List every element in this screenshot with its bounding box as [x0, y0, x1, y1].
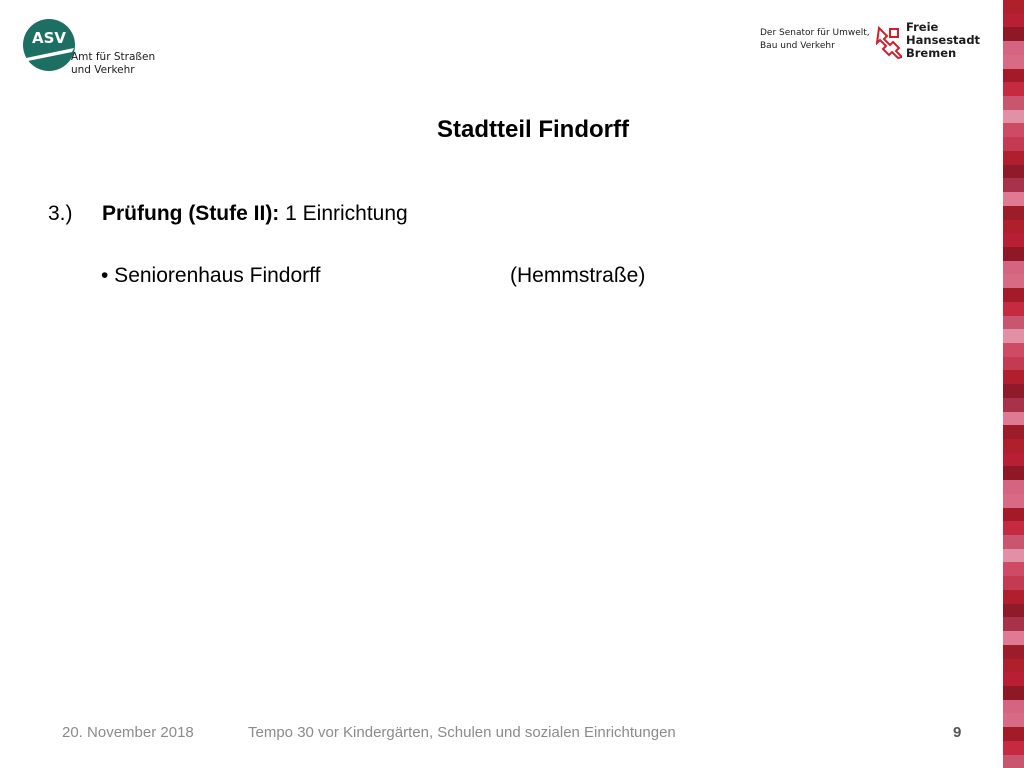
- stripe-segment: [1003, 508, 1024, 522]
- stripe-segment: [1003, 672, 1024, 686]
- stripe-segment: [1003, 370, 1024, 384]
- stripe-segment: [1003, 329, 1024, 343]
- senator-line-2: Bau und Verkehr: [760, 41, 835, 51]
- stripe-segment: [1003, 27, 1024, 41]
- bremen-key-icon: [876, 25, 902, 59]
- list-item-3: [48, 202, 408, 226]
- item-number: 3.): [48, 202, 73, 225]
- stripe-segment: [1003, 220, 1024, 234]
- stripe-segment: [1003, 645, 1024, 659]
- stripe-segment: [1003, 700, 1024, 714]
- stripe-segment: [1003, 357, 1024, 371]
- stripe-segment: [1003, 165, 1024, 179]
- stripe-segment: [1003, 96, 1024, 110]
- stripe-segment: [1003, 398, 1024, 412]
- stripe-segment: [1003, 741, 1024, 755]
- stripe-segment: [1003, 590, 1024, 604]
- stripe-segment: [1003, 617, 1024, 631]
- stripe-segment: [1003, 302, 1024, 316]
- bremen-line-1: Freie: [906, 20, 939, 34]
- footer-text: Tempo 30 vor Kindergärten, Schulen und sozialen Einrichtungen: [248, 724, 676, 741]
- stripe-segment: [1003, 453, 1024, 467]
- asv-logo-icon: [22, 18, 76, 72]
- stripe-segment: [1003, 384, 1024, 398]
- stripe-segment: [1003, 576, 1024, 590]
- bremen-label: [906, 21, 980, 60]
- stripe-segment: [1003, 41, 1024, 55]
- bullet-item: • Seniorenhaus Findorff: [101, 264, 321, 287]
- stripe-segment: [1003, 0, 1024, 14]
- stripe-segment: [1003, 686, 1024, 700]
- stripe-segment: [1003, 247, 1024, 261]
- footer-page-number: 9: [953, 724, 962, 741]
- bremen-line-2: Hansestadt: [906, 33, 981, 47]
- bremen-line-3: Bremen: [906, 46, 957, 60]
- asv-line-1: Amt für Straßen: [71, 51, 156, 63]
- stripe-segment: [1003, 192, 1024, 206]
- stripe-segment: [1003, 178, 1024, 192]
- stripe-segment: [1003, 82, 1024, 96]
- stripe-segment: [1003, 151, 1024, 165]
- stripe-segment: [1003, 466, 1024, 480]
- item-rest: 1 Einrichtung: [279, 202, 408, 225]
- stripe-segment: [1003, 412, 1024, 426]
- stripe-segment: [1003, 261, 1024, 275]
- stripe-segment: [1003, 755, 1024, 768]
- item-lead: Prüfung (Stufe II):: [102, 202, 280, 225]
- bullet-street: (Hemmstraße): [510, 264, 646, 287]
- asv-logo: [22, 18, 162, 82]
- stripe-segment: [1003, 439, 1024, 453]
- senator-label: [760, 27, 870, 53]
- stripe-segment: [1003, 727, 1024, 741]
- stripe-segment: [1003, 535, 1024, 549]
- stripe-segment: [1003, 274, 1024, 288]
- stripe-segment: [1003, 233, 1024, 247]
- stripe-segment: [1003, 713, 1024, 727]
- asv-line-2: und Verkehr: [71, 64, 135, 76]
- stripe-segment: [1003, 562, 1024, 576]
- stripe-segment: [1003, 55, 1024, 69]
- stripe-segment: [1003, 631, 1024, 645]
- stripe-segment: [1003, 206, 1024, 220]
- asv-org-name: [71, 51, 155, 77]
- stripe-segment: [1003, 521, 1024, 535]
- stripe-segment: [1003, 343, 1024, 357]
- stripe-segment: [1003, 659, 1024, 673]
- stripe-segment: [1003, 480, 1024, 494]
- slide-title: Stadtteil Findorff: [437, 116, 629, 143]
- stripe-segment: [1003, 549, 1024, 563]
- asv-abbr: ASV: [32, 29, 67, 47]
- stripe-segment: [1003, 494, 1024, 508]
- stripe-segment: [1003, 425, 1024, 439]
- stripe-segment: [1003, 316, 1024, 330]
- stripe-segment: [1003, 604, 1024, 618]
- senator-line-1: Der Senator für Umwelt,: [760, 28, 870, 38]
- stripe-segment: [1003, 14, 1024, 28]
- stripe-segment: [1003, 288, 1024, 302]
- footer-date: 20. November 2018: [62, 724, 194, 741]
- stripe-segment: [1003, 69, 1024, 83]
